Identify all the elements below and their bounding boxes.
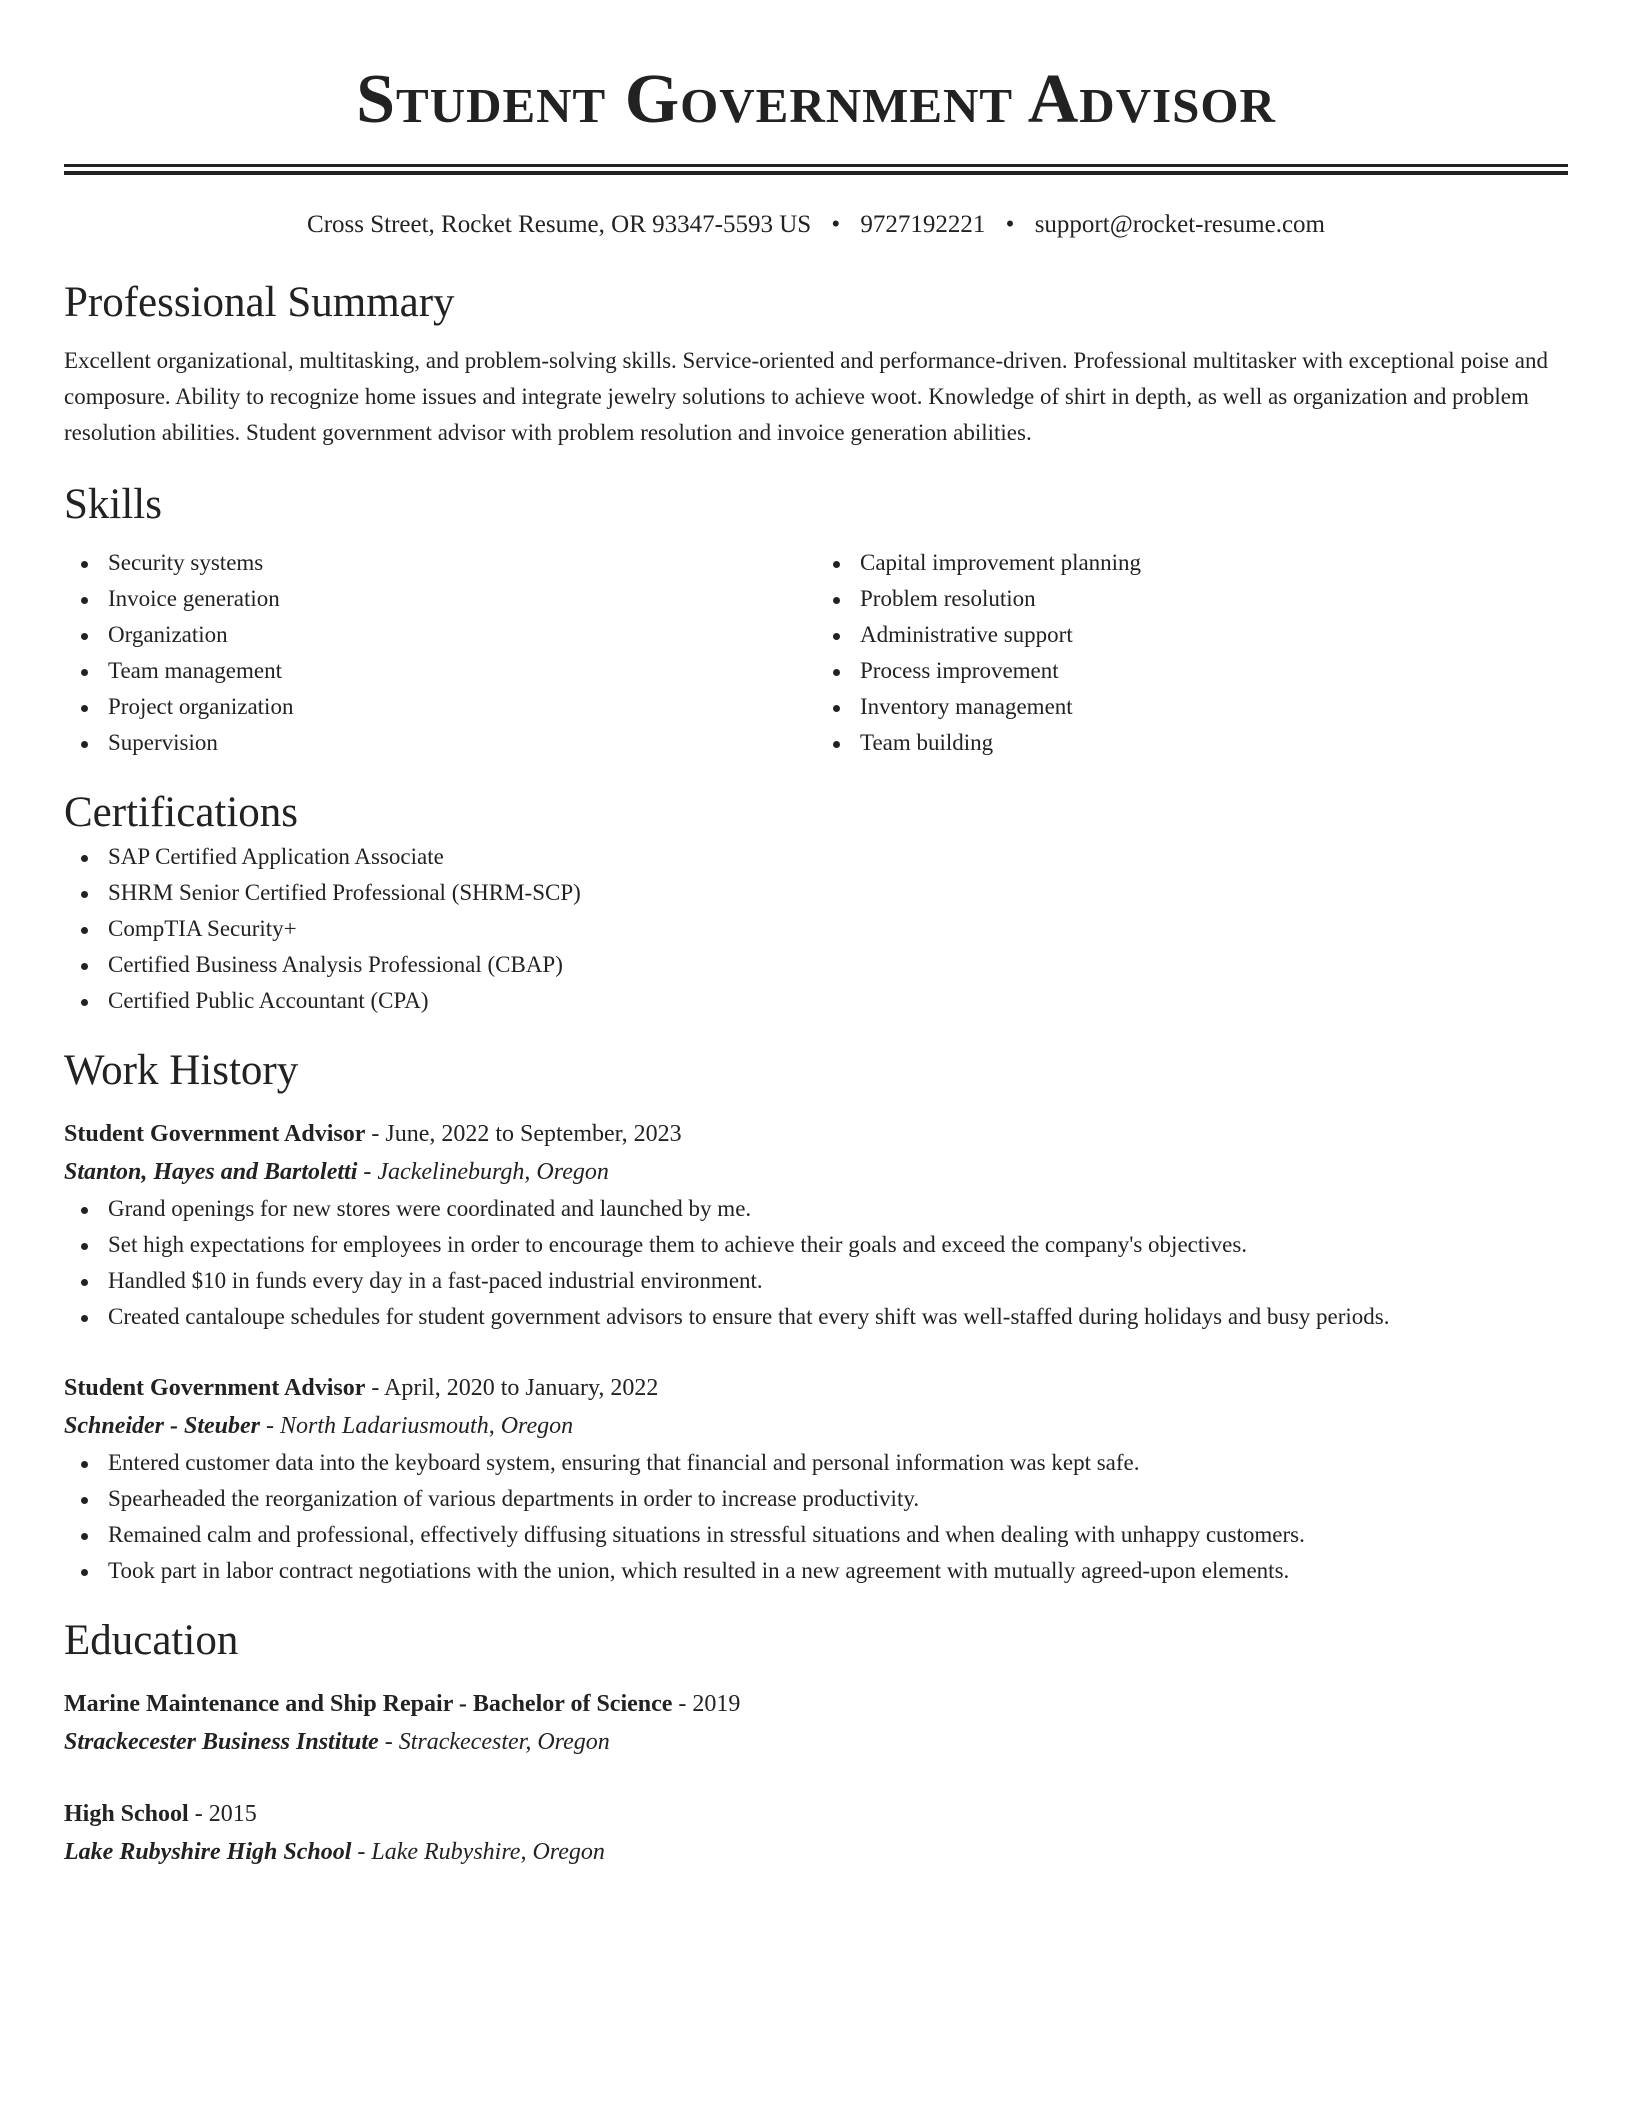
summary-text: Excellent organizational, multitasking, and problem-solving skills. Service-oriented and performance-driven. Professional multitasker with exceptional poise and composure. Ability to recognize home issues and integrate jewelry solutions to achieve woot. Knowledge of shirt in depth, as well as organization and problem resolution abilities. Student government advisor with problem resolution and invoice generation abilities. [64,348,1548,445]
skill-item: Security systems [64,545,816,581]
contact-address: Cross Street, Rocket Resume, OR 93347-5593 US [307,211,812,238]
skill-item: Capital improvement planning [816,545,1568,581]
job-entry [64,1115,1568,1335]
skill-item: Process improvement [816,653,1568,689]
job-bullet: Took part in labor contract negotiations with the union, which resulted in a new agreement with mutually agreed-upon elements. [64,1553,1568,1589]
job-company-line [64,1153,1568,1191]
job-title-line [64,1369,1568,1407]
job-company-line [64,1407,1568,1445]
skill-item: Invoice generation [64,581,816,617]
job-bullet: Spearheaded the reorganization of various departments in order to increase productivity. [64,1481,1568,1517]
education-year: - 2019 [672,1691,741,1717]
job-location: - North Ladariusmouth, Oregon [260,1413,574,1439]
header-divider [64,164,1568,175]
education-degree: High School [64,1801,189,1827]
job-company: Schneider - Steuber [64,1413,261,1439]
summary-heading: Professional Summary [64,279,455,326]
education-school-line [64,1833,1568,1871]
job-entry [64,1369,1568,1589]
certification-item: SAP Certified Application Associate [64,839,1568,875]
resume-name: Student Government Advisor [356,61,1276,138]
skill-item: Inventory management [816,689,1568,725]
education-degree: Marine Maintenance and Ship Repair - Bachelor of Science [64,1691,673,1717]
job-bullet: Handled $10 in funds every day in a fast-paced industrial environment. [64,1263,1568,1299]
job-dates: - April, 2020 to January, 2022 [365,1375,659,1401]
education-school: Lake Rubyshire High School [64,1839,352,1865]
education-location: - Strackecester, Oregon [378,1729,610,1755]
job-dates: - June, 2022 to September, 2023 [365,1121,682,1147]
certifications-list [64,839,1568,1019]
job-bullet-list [64,1445,1568,1589]
education-school-line [64,1723,1568,1761]
education-degree-line [64,1795,1568,1833]
job-bullet: Set high expectations for employees in order to encourage them to achieve their goals and exceed the company's objectives. [64,1227,1568,1263]
skill-item: Team building [816,725,1568,761]
contact-email: support@rocket-resume.com [1034,211,1325,238]
job-title-line [64,1115,1568,1153]
skill-item: Administrative support [816,617,1568,653]
bullet-separator: • [1005,211,1015,238]
job-bullet: Grand openings for new stores were coordinated and launched by me. [64,1191,1568,1227]
skills-grid [64,545,1568,761]
job-bullet: Remained calm and professional, effectively diffusing situations in stressful situations and when dealing with unhappy customers. [64,1517,1568,1553]
job-role: Student Government Advisor [64,1121,366,1147]
certifications-heading: Certifications [64,789,299,836]
skill-item: Supervision [64,725,816,761]
contact-phone: 9727192221 [860,211,986,238]
education-location: - Lake Rubyshire, Oregon [351,1839,605,1865]
skills-heading: Skills [64,481,162,528]
education-heading: Education [64,1617,239,1664]
job-company: Stanton, Hayes and Bartoletti [64,1159,358,1185]
skills-column-left [64,545,816,761]
education-entry [64,1685,1568,1761]
certification-item: Certified Public Accountant (CPA) [64,983,1568,1019]
skills-list-right [816,545,1568,761]
certification-item: SHRM Senior Certified Professional (SHRM-SCP) [64,875,1568,911]
skill-item: Team management [64,653,816,689]
skill-item: Problem resolution [816,581,1568,617]
education-degree-line [64,1685,1568,1723]
job-bullet: Created cantaloupe schedules for student government advisors to ensure that every shift was well-staffed during holidays and busy periods. [64,1299,1568,1335]
skill-item: Organization [64,617,816,653]
job-bullet: Entered customer data into the keyboard system, ensuring that financial and personal information was kept safe. [64,1445,1568,1481]
job-location: - Jackelineburgh, Oregon [357,1159,609,1185]
education-year: - 2015 [188,1801,257,1827]
skill-item: Project organization [64,689,816,725]
certification-item: CompTIA Security+ [64,911,1568,947]
skills-column-right [816,545,1568,761]
job-role: Student Government Advisor [64,1375,366,1401]
certification-item: Certified Business Analysis Professional (CBAP) [64,947,1568,983]
skills-list-left [64,545,816,761]
education-entry [64,1795,1568,1871]
contact-line [64,209,1568,241]
work-history-heading: Work History [64,1047,299,1094]
job-bullet-list [64,1191,1568,1335]
education-school: Strackecester Business Institute [64,1729,379,1755]
bullet-separator: • [831,211,841,238]
